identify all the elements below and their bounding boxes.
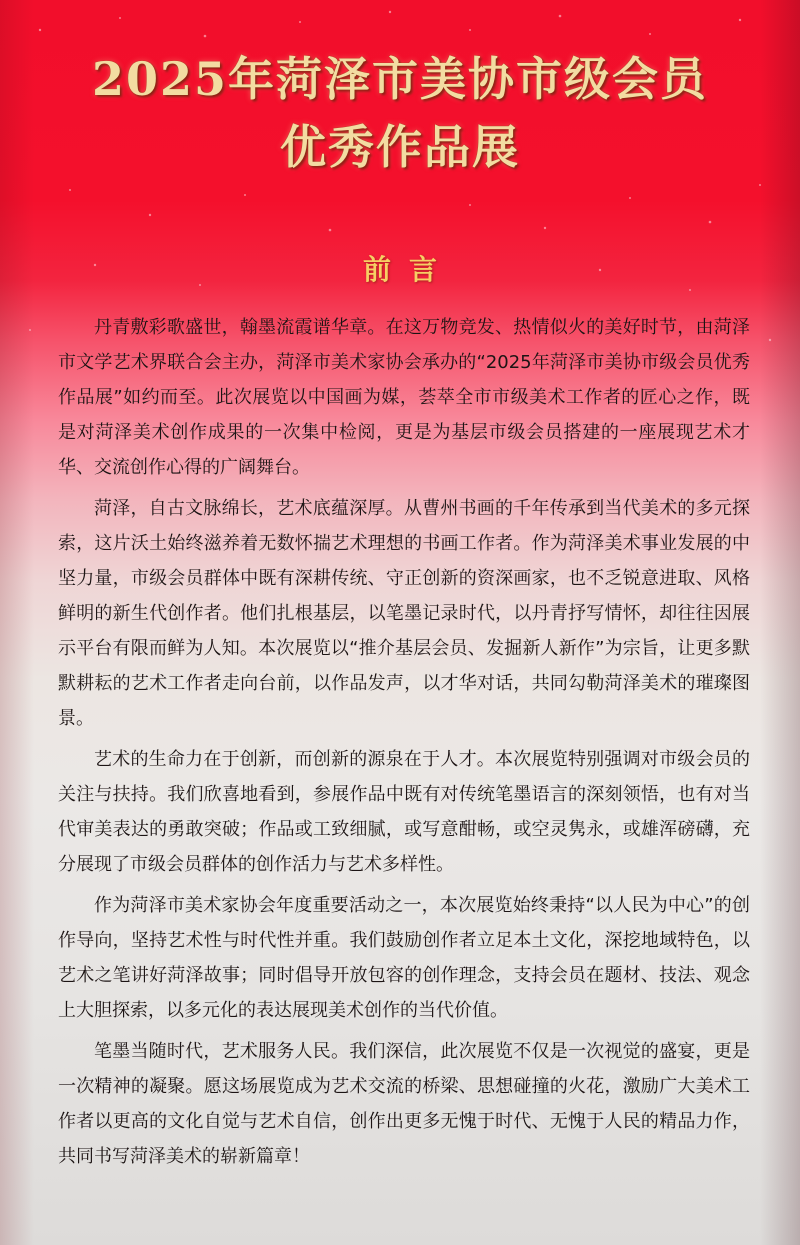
preface-paragraph-1: 丹青敷彩歌盛世，翰墨流霞谱华章。在这万物竞发、热情似火的美好时节，由菏泽市文学艺术界联合会主办，菏泽市美术家协会承办的“2025年菏泽市美协市级会员优秀作品展”如约而至。此次展览以中国画为媒，荟萃全市市级美术工作者的匠心之作，既是对菏泽美术创作成果的一次集中检阅，更是为基层市级会员搭建的一座展现艺术才华、交流创作心得的广阔舞台。 [58,317,750,478]
exhibition-title-line-2: 优秀作品展 [280,120,520,174]
preface-heading: 前言 [362,253,455,286]
preface-paragraph-2: 菏泽，自古文脉绵长，艺术底蕴深厚。从曹州书画的千年传承到当代美术的多元探索，这片沃土始终滋养着无数怀揣艺术理想的书画工作者。作为菏泽美术事业发展的中坚力量，市级会员群体中既有深耕传统、守正创新的资深画家，也不乏锐意进取、风格鲜明的新生代创作者。他们扎根基层，以笔墨记录时代，以丹青抒写情怀，却往往因展示平台有限而鲜为人知。本次展览以“推介基层会员、发掘新人新作”为宗旨，让更多默默耕耘的艺术工作者走向台前，以作品发声，以才华对话，共同勾勒菏泽美术的璀璨图景。 [58,498,750,729]
preface-paragraph-4: 作为菏泽市美术家协会年度重要活动之一，本次展览始终秉持“以人民为中心”的创作导向，坚持艺术性与时代性并重。我们鼓励创作者立足本土文化，深挖地域特色，以艺术之笔讲好菏泽故事；同时倡导开放包容的创作理念，支持会员在题材、技法、观念上大胆探索，以多元化的表达展现美术创作的当代价值。 [58,895,750,1021]
exhibition-title-line-1: 2025年菏泽市美协市级会员 [91,52,709,106]
preface-paragraph-5: 笔墨当随时代，艺术服务人民。我们深信，此次展览不仅是一次视觉的盛宴，更是一次精神的凝聚。愿这场展览成为艺术交流的桥梁、思想碰撞的火花，激励广大美术工作者以更高的文化自觉与艺术自信，创作出更多无愧于时代、无愧于人民的精品力作，共同书写菏泽美术的崭新篇章！ [58,1041,750,1167]
preface-body [58,310,750,1180]
preface-paragraph-3: 艺术的生命力在于创新，而创新的源泉在于人才。本次展览特别强调对市级会员的关注与扶持。我们欣喜地看到，参展作品中既有对传统笔墨语言的深刻领悟，也有对当代审美表达的勇敢突破；作品或工致细腻，或写意酣畅，或空灵隽永，或雄浑磅礴，充分展现了市级会员群体的创作活力与艺术多样性。 [58,749,750,875]
